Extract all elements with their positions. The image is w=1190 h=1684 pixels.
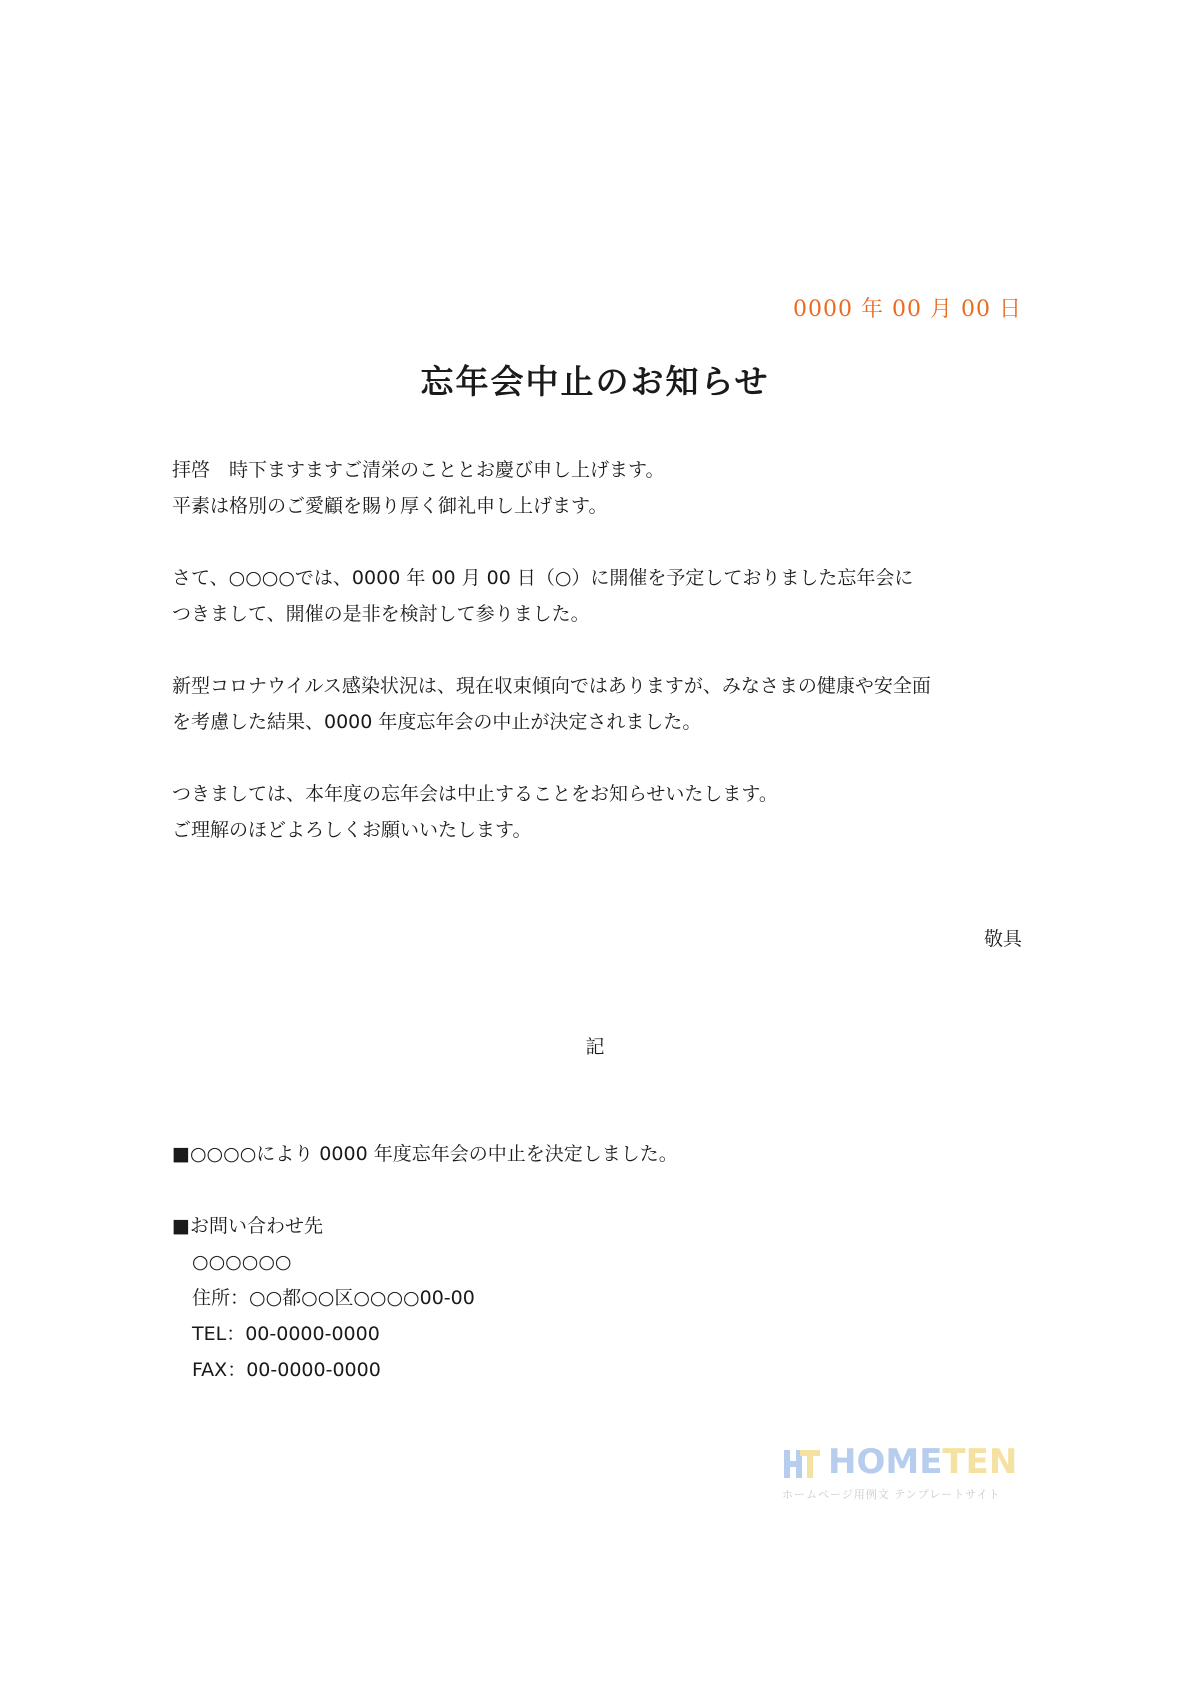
- contact-section: [172, 1208, 475, 1388]
- contact-heading: ■お問い合わせ先: [172, 1215, 323, 1237]
- paragraph-background: [172, 560, 1032, 632]
- closing-remark: 敬具: [983, 928, 1022, 950]
- paragraph-line: を考慮した結果、0000 年度忘年会の中止が決定されました。: [172, 711, 702, 733]
- notice-line: ■○○○○により 0000 年度忘年会の中止を決定しました。: [172, 1143, 678, 1165]
- paragraph-line: 拝啓 時下ますますご清栄のこととお慶び申し上げます。: [172, 459, 665, 481]
- paragraph-line: 新型コロナウイルス感染状況は、現在収束傾向ではありますが、みなさまの健康や安全面: [172, 675, 931, 697]
- contact-fax: FAX：00-0000-0000: [192, 1359, 381, 1381]
- hometen-logo-wordmark: [828, 1442, 1017, 1482]
- contact-tel: TEL：00-0000-0000: [192, 1323, 380, 1345]
- document-date: 0000 年 00 月 00 日: [793, 297, 1022, 322]
- paragraph-line: 平素は格別のご愛顧を賜り厚く御礼申し上げます。: [172, 495, 608, 517]
- contact-name: ○○○○○○: [192, 1251, 292, 1273]
- hometen-logo-mark-icon: [782, 1446, 822, 1482]
- contact-address: 住所：○○都○○区○○○○00-00: [192, 1287, 475, 1309]
- paragraph-line: さて、○○○○では、0000 年 00 月 00 日（○）に開催を予定しておりました忘年会に: [172, 567, 914, 589]
- logo-word-home: HOME: [828, 1442, 943, 1482]
- notice-section: [172, 1136, 678, 1172]
- hometen-logo: [782, 1442, 1018, 1502]
- paragraph-reason: [172, 668, 1032, 740]
- hometen-logo-subtitle: ホームページ用例文 テンプレートサイト: [782, 1488, 1001, 1501]
- ki-heading: 記: [585, 1036, 605, 1058]
- paragraph-line: つきまして、開催の是非を検討して参りました。: [172, 603, 590, 625]
- paragraph-line: つきましては、本年度の忘年会は中止することをお知らせいたします。: [172, 783, 778, 805]
- logo-word-ten: TEN: [942, 1442, 1018, 1482]
- document-title: 忘年会中止のお知らせ: [420, 362, 770, 401]
- paragraph-announcement: [172, 776, 1032, 848]
- paragraph-line: ご理解のほどよろしくお願いいたします。: [172, 819, 532, 841]
- paragraph-greeting: [172, 452, 1032, 524]
